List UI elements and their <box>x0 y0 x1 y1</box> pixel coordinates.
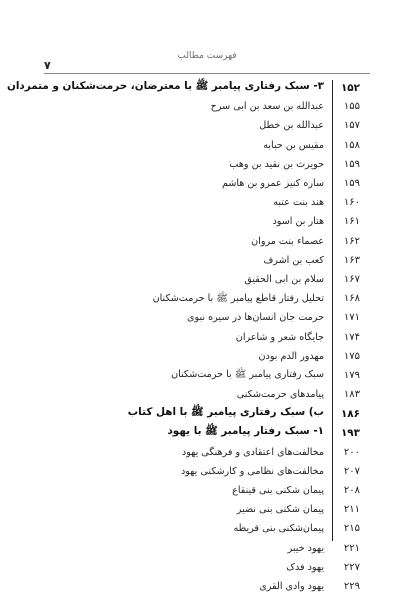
toc-entry <box>96 481 360 500</box>
toc-entry <box>96 539 360 558</box>
toc-entry-title: جایگاه شعر و شاعران <box>235 331 324 343</box>
toc-entry <box>96 462 360 481</box>
toc-entry-title: حویرث بن نقید بن وهب <box>229 158 324 170</box>
toc-page-number: ۲۰۷ <box>343 465 360 477</box>
toc-page-number: ۲۲۱ <box>343 542 360 554</box>
toc-page-number: ۱۶۳ <box>343 254 360 266</box>
page-header <box>44 44 370 74</box>
toc-page-number: ۱۸۳ <box>343 389 360 401</box>
toc-page-number: ۱۵۹ <box>343 158 360 170</box>
toc-entry <box>96 327 360 346</box>
toc-entry <box>96 97 360 116</box>
toc-entry-title: ۳- سبک رفتاری پیامبر ﷺ با معترضان، حرمت‌شکنان و متمردان <box>6 80 324 93</box>
toc-page-number: ۲۰۰ <box>343 446 360 458</box>
toc-entry-title: یهود خیبر <box>287 542 324 554</box>
toc-entry-title: یهود وادی القری <box>259 580 324 592</box>
toc-page-number: ۱۶۷ <box>343 273 360 285</box>
toc-page-number: ۱۷۵ <box>343 350 360 362</box>
toc-entry-title: ۱- سبک رفتار پیامبر ﷺ با یهود <box>167 425 324 438</box>
header-title: فهرست مطالب <box>177 51 237 61</box>
toc-entry <box>96 404 360 423</box>
toc-page-number: ۱۷۱ <box>343 312 360 324</box>
toc-entry-title: مقیس بن حبابه <box>263 139 324 151</box>
toc-page-number: ۱۸۶ <box>340 407 360 420</box>
toc-entry <box>96 289 360 308</box>
toc-entry <box>96 116 360 135</box>
toc-entry <box>96 385 360 404</box>
toc-entry <box>96 558 360 577</box>
toc-entry <box>96 232 360 251</box>
toc-entry-title: پیمان شکنی بنی قینقاع <box>232 485 324 497</box>
toc-entry <box>96 423 360 442</box>
toc-entry <box>96 519 360 538</box>
toc-entry <box>96 136 360 155</box>
toc-page-number: ۲۰۸ <box>343 485 360 497</box>
toc-entry-title: سلام بن ابی الحقیق <box>244 273 324 285</box>
toc-entry-title: عبدالله بن سعد بن ابی سرح <box>210 101 324 113</box>
toc-page-number: ۱۵۸ <box>343 139 360 151</box>
toc-entry-title: عصماء بنت مروان <box>251 235 324 247</box>
toc-page-number: ۲۲۷ <box>343 561 360 573</box>
toc-page-number: ۱۵۹ <box>343 178 360 190</box>
toc-entry-title: مخالفت‌های نظامی و کارشکنی یهود <box>180 465 324 477</box>
toc-entry <box>6 78 360 97</box>
toc-entry-title: هتار بن اسود <box>272 216 324 228</box>
toc-entry-title: مخالفت‌های اعتقادی و فرهنگی یهود <box>181 446 324 458</box>
toc-entry-title: تحلیل رفتار قاطع پیامبر ﷺ با حرمت‌شکنان <box>152 292 324 304</box>
toc-entry-title: مهدور الدم بودن <box>258 350 324 362</box>
toc-entry <box>96 577 360 596</box>
toc-page-number: ۱۶۱ <box>343 216 360 228</box>
toc-entry-title: پیامدهای حرمت‌شکنی <box>236 389 324 401</box>
toc-entry <box>96 347 360 366</box>
toc-entry <box>96 443 360 462</box>
toc-entry <box>96 308 360 327</box>
toc-entry-title: پیمان‌شکنی بنی قریظه <box>233 523 324 535</box>
toc-entry-title: سبک رفتاری پیامبر ﷺ با حرمت‌شکنان <box>171 369 324 381</box>
toc-entry-title: ساره کنیز عمرو بن هاشم <box>221 178 324 190</box>
toc-entry-title: هند بنت عتبه <box>273 197 324 209</box>
toc-page-number: ۱۷۴ <box>343 331 360 343</box>
toc-page-number: ۱۹۳ <box>340 426 360 439</box>
toc-entry <box>96 212 360 231</box>
toc-entry <box>96 155 360 174</box>
toc-page-number: ۱۶۲ <box>343 235 360 247</box>
toc-entry <box>96 500 360 519</box>
toc-page-number: ۲۱۵ <box>343 523 360 535</box>
toc-entry <box>96 270 360 289</box>
table-of-contents <box>6 78 360 596</box>
toc-entry-title: کعب بن اشرف <box>263 254 324 266</box>
toc-entry-title: حرمت جان انسان‌ها در سیره نبوی <box>187 312 324 324</box>
toc-page-number: ۱۵۵ <box>343 101 360 113</box>
toc-entry <box>96 193 360 212</box>
toc-entry <box>96 174 360 193</box>
toc-entry-title: ب) سبک رفتاری پیامبر ﷺ با اهل کتاب <box>127 406 324 419</box>
toc-entry-title: پیمان شکنی بنی نضیر <box>236 504 324 516</box>
toc-entry-title: عبدالله بن خطل <box>259 120 324 132</box>
header-rule <box>44 73 370 74</box>
toc-page-number: ۱۷۹ <box>343 369 360 381</box>
toc-page-number: ۲۲۹ <box>343 580 360 592</box>
toc-page-number: ۱۵۷ <box>343 120 360 132</box>
toc-page-number: ۲۱۱ <box>343 504 360 516</box>
toc-page-number: ۱۵۲ <box>340 81 360 94</box>
toc-entry <box>96 366 360 385</box>
toc-page-number: ۱۶۸ <box>343 293 360 305</box>
toc-entry-title: یهود فدک <box>286 561 324 573</box>
page-number: ۷ <box>44 59 51 72</box>
toc-page-number: ۱۶۰ <box>343 197 360 209</box>
toc-entry <box>96 251 360 270</box>
